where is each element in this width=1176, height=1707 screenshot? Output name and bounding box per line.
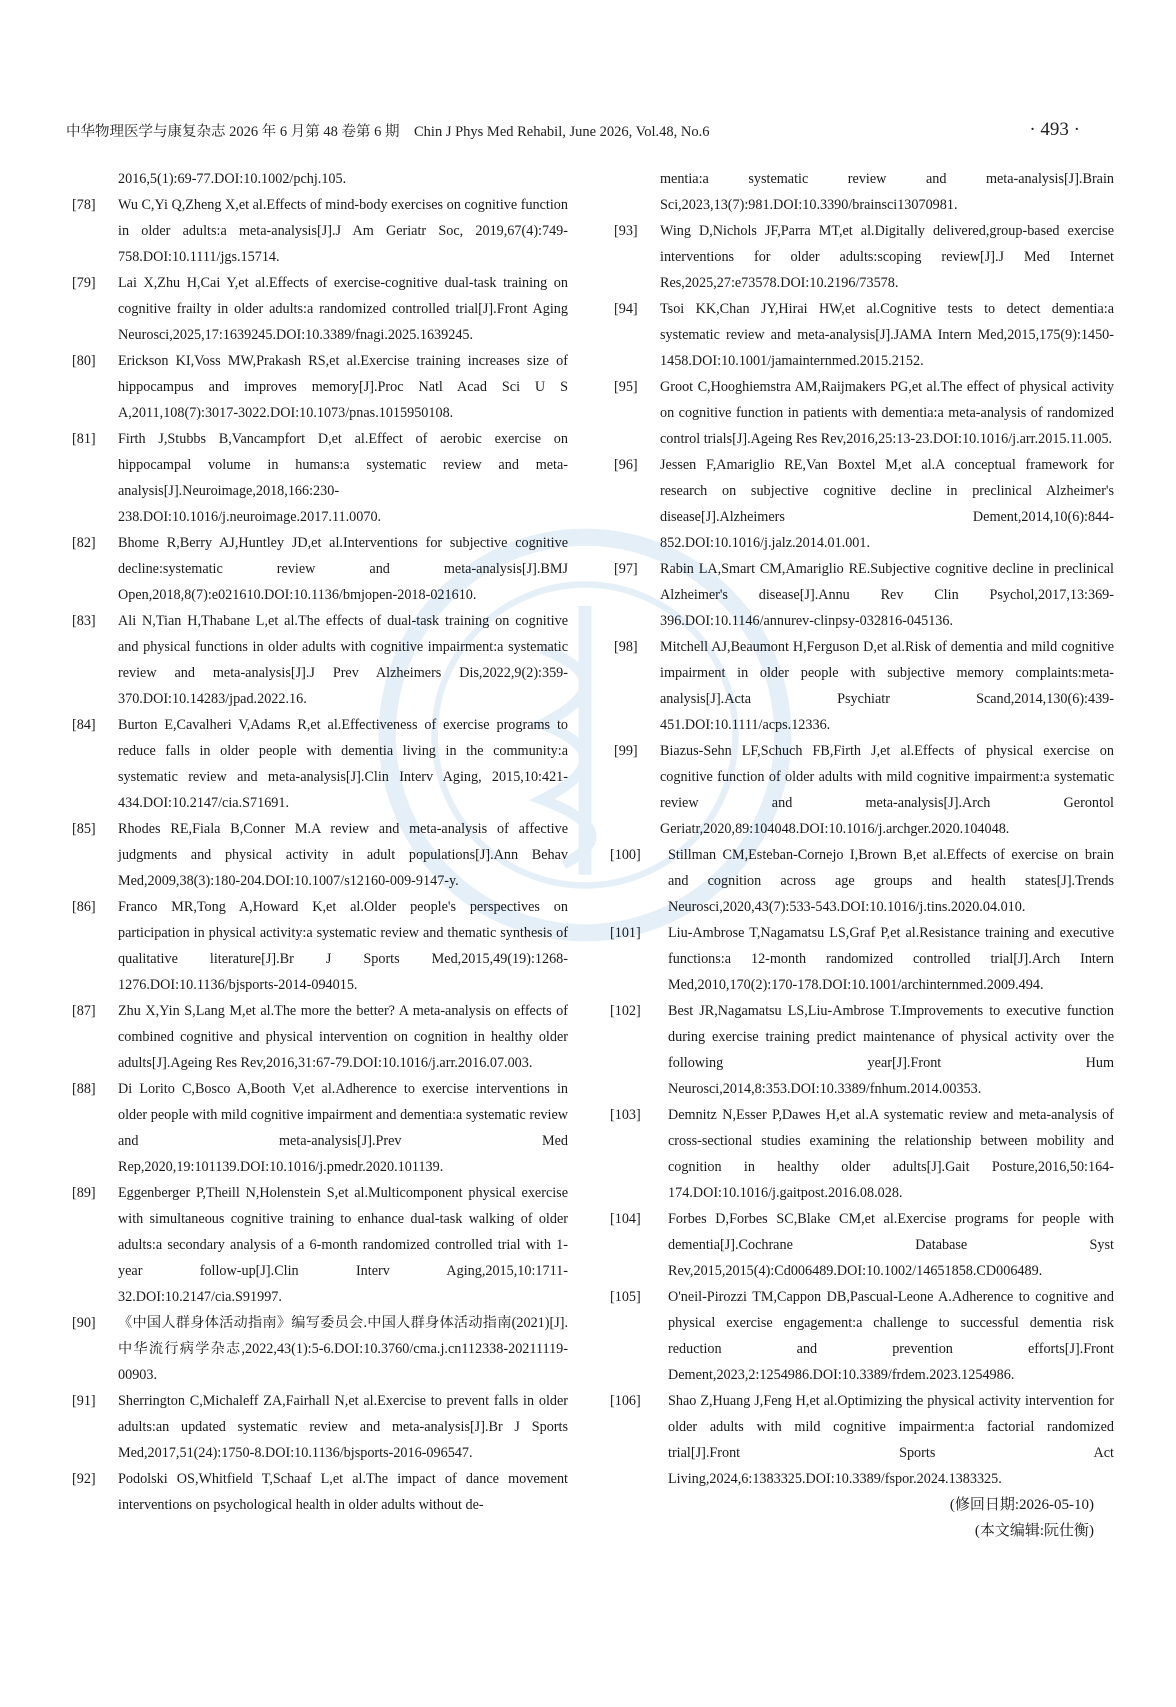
reference-item: mentia:a systematic review and meta-analysis[J].Brain Sci,2023,13(7):981.DOI:10.3390/brainsci13070981.: [660, 171, 1114, 213]
reference-item: [80] Erickson KI,Voss MW,Prakash RS,et al.Exercise training increases size of hippocampus and improves memory[J].Proc Natl Acad Sci U S A,2011,108(7):3017-3022.DOI:10.1073/pnas.1015950108.: [72, 353, 568, 421]
reference-item: [87] Zhu X,Yin S,Lang M,et al.The more the better? A meta-analysis on effects of combined cognitive and physical intervention on cognition in healthy older adults[J].Ageing Res Rev,2016,31:67-79.DOI:10.1016/j.arr.2016.07.003.: [72, 1003, 568, 1071]
reference-item: [101] Liu-Ambrose T,Nagamatsu LS,Graf P,et al.Resistance training and executive functions:a 12-month randomized controlled trial[J].Arch Intern Med,2010,170(2):170-178.DOI:10.1001/archinternmed.2009.494.: [610, 925, 1114, 993]
reference-item: 2016,5(1):69-77.DOI:10.1002/pchj.105.: [118, 171, 347, 187]
page-number: · 493 ·: [1029, 119, 1080, 140]
reference-item: [98] Mitchell AJ,Beaumont H,Ferguson D,et al.Risk of dementia and mild cognitive impairment in older people with subjective memory complaints:meta-analysis[J].Acta Psychiatr Scand,2014,130(6):439-451.DOI:10.1111/acps.12336.: [614, 639, 1114, 733]
reference-item: [92] Podolski OS,Whitfield T,Schaaf L,et al.The impact of dance movement interventions on psychological health in older adults without de-: [72, 1471, 568, 1513]
reference-item: [100] Stillman CM,Esteban-Cornejo I,Brown B,et al.Effects of exercise on brain and cognition across age groups and health states[J].Trends Neurosci,2020,43(7):533-543.DOI:10.1016/j.tins.2020.04.010.: [610, 847, 1114, 915]
reference-item: [82] Bhome R,Berry AJ,Huntley JD,et al.Interventions for subjective cognitive decline:systematic review and meta-analysis[J].BMJ Open,2018,8(7):e021610.DOI:10.1136/bmjopen-2018-021610.: [72, 535, 568, 603]
reference-item: [90] 《中国人群身体活动指南》编写委员会.中国人群身体活动指南(2021)[J].中华流行病学杂志,2022,43(1):5-6.DOI:10.3760/cma.j.cn112338-20211119-00903.: [72, 1315, 568, 1383]
references-right-column: [610, 166, 1114, 1544]
reference-item: [105] O'neil-Pirozzi TM,Cappon DB,Pascual-Leone A.Adherence to cognitive and physical exercise engagement:a challenge to successful dementia risk reduction and prevention efforts[J].Front Dement,2023,2:1254986.DOI:10.3389/frdem.2023.1254986.: [610, 1289, 1114, 1383]
reference-item: [99] Biazus-Sehn LF,Schuch FB,Firth J,et al.Effects of physical exercise on cognitive function of older adults with mild cognitive impairment:a systematic review and meta-analysis[J].Arch Gerontol Geriatr,2020,89:104048.DOI:10.1016/j.archger.2020.104048.: [614, 743, 1114, 837]
references-left-column: [72, 166, 568, 1518]
reference-item: [102] Best JR,Nagamatsu LS,Liu-Ambrose T.Improvements to executive function during exercise training predict maintenance of physical activity over the following year[J].Front Hum Neurosci,2014,8:353.DOI:10.3389/fnhum.2014.00353.: [610, 1003, 1114, 1097]
running-header: [66, 118, 1080, 146]
reference-item: [84] Burton E,Cavalheri V,Adams R,et al.Effectiveness of exercise programs to reduce falls in older people with dementia living in the community:a systematic review and meta-analysis[J].Clin Interv Aging, 2015,10:421-434.DOI:10.2147/cia.S71691.: [72, 717, 568, 811]
reference-item: [103] Demnitz N,Esser P,Dawes H,et al.A systematic review and meta-analysis of cross-sectional studies examining the relationship between mobility and cognition in healthy older adults[J].Gait Posture,2016,50:164-174.DOI:10.1016/j.gaitpost.2016.08.028.: [610, 1107, 1114, 1201]
reference-item: [91] Sherrington C,Michaleff ZA,Fairhall N,et al.Exercise to prevent falls in older adults:an updated systematic review and meta-analysis[J].Br J Sports Med,2017,51(24):1750-8.DOI:10.1136/bjsports-2016-096547.: [72, 1393, 568, 1461]
reference-item: [89] Eggenberger P,Theill N,Holenstein S,et al.Multicomponent physical exercise with simultaneous cognitive training to enhance dual-task walking of older adults:a secondary analysis of a 6-month randomized controlled trial with 1-year follow-up[J].Clin Interv Aging,2015,10:1711-32.DOI:10.2147/cia.S91997.: [72, 1185, 568, 1305]
reference-item: [104] Forbes D,Forbes SC,Blake CM,et al.Exercise programs for people with dementia[J].Cochrane Database Syst Rev,2015,2015(4):Cd006489.DOI:10.1002/14651858.CD006489.: [610, 1211, 1114, 1279]
reference-item: [97] Rabin LA,Smart CM,Amariglio RE.Subjective cognitive decline in preclinical Alzheimer's disease[J].Annu Rev Clin Psychol,2017,13:369-396.DOI:10.1146/annurev-clinpsy-032816-045136.: [614, 561, 1114, 629]
reference-item: [95] Groot C,Hooghiemstra AM,Raijmakers PG,et al.The effect of physical activity on cognitive function in patients with dementia:a meta-analysis of randomized control trials[J].Ageing Res Rev,2016,25:13-23.DOI:10.1016/j.arr.2015.11.005.: [614, 379, 1114, 447]
reference-item: [88] Di Lorito C,Bosco A,Booth V,et al.Adherence to exercise interventions in older people with mild cognitive impairment and dementia:a systematic review and meta-analysis[J].Prev Med Rep,2020,19:101139.DOI:10.1016/j.pmedr.2020.101139.: [72, 1081, 568, 1175]
reference-item: [86] Franco MR,Tong A,Howard K,et al.Older people's perspectives on participation in physical activity:a systematic review and thematic synthesis of qualitative literature[J].Br J Sports Med,2015,49(19):1268-1276.DOI:10.1136/bjsports-2014-094015.: [72, 899, 568, 993]
reference-item: [81] Firth J,Stubbs B,Vancampfort D,et al.Effect of aerobic exercise on hippocampal volume in humans:a systematic review and meta-analysis[J].Neuroimage,2018,166:230-238.DOI:10.1016/j.neuroimage.2017.11.0070.: [72, 431, 568, 525]
reference-item: [83] Ali N,Tian H,Thabane L,et al.The effects of dual-task training on cognitive and physical functions in older adults with cognitive impairment:a systematic review and meta-analysis[J].J Prev Alzheimers Dis,2022,9(2):359-370.DOI:10.14283/jpad.2022.16.: [72, 613, 568, 707]
reference-item: [93] Wing D,Nichols JF,Parra MT,et al.Digitally delivered,group-based exercise interventions for older adults:scoping review[J].J Med Internet Res,2025,27:e73578.DOI:10.2196/73578.: [614, 223, 1114, 291]
reference-item: [94] Tsoi KK,Chan JY,Hirai HW,et al.Cognitive tests to detect dementia:a systematic review and meta-analysis[J].JAMA Intern Med,2015,175(9):1450-1458.DOI:10.1001/jamainternmed.2015.2152.: [614, 301, 1114, 369]
journal-citation-line: 中华物理医学与康复杂志 2026 年 6 月第 48 卷第 6 期 Chin J Phys Med Rehabil, June 2026, Vol.48, No.6: [66, 124, 710, 140]
reference-item: [106] Shao Z,Huang J,Feng H,et al.Optimizing the physical activity intervention for older adults with mild cognitive impairment:a factorial randomized trial[J].Front Sports Act Living,2024,6:1383325.DOI:10.3389/fspor.2024.1383325.: [610, 1393, 1114, 1487]
reference-item: [85] Rhodes RE,Fiala B,Conner M.A review and meta-analysis of affective judgments and physical activity in adult populations[J].Ann Behav Med,2009,38(3):180-204.DOI:10.1007/s12160-009-9147-y.: [72, 821, 568, 889]
editor-credit: (本文编辑:阮仕衡): [974, 1523, 1094, 1539]
reference-item: [78] Wu C,Yi Q,Zheng X,et al.Effects of mind-body exercises on cognitive function in older adults:a meta-analysis[J].J Am Geriatr Soc, 2019,67(4):749-758.DOI:10.1111/jgs.15714.: [72, 197, 568, 265]
reference-item: [79] Lai X,Zhu H,Cai Y,et al.Effects of exercise-cognitive dual-task training on cognitive frailty in older adults:a randomized controlled trial[J].Front Aging Neurosci,2025,17:1639245.DOI:10.3389/fnagi.2025.1639245.: [72, 275, 568, 343]
revised-date: (修回日期:2026-05-10): [949, 1497, 1094, 1513]
reference-item: [96] Jessen F,Amariglio RE,Van Boxtel M,et al.A conceptual framework for research on subjective cognitive decline in preclinical Alzheimer's disease[J].Alzheimers Dement,2014,10(6):844-852.DOI:10.1016/j.jalz.2014.01.001.: [614, 457, 1114, 551]
